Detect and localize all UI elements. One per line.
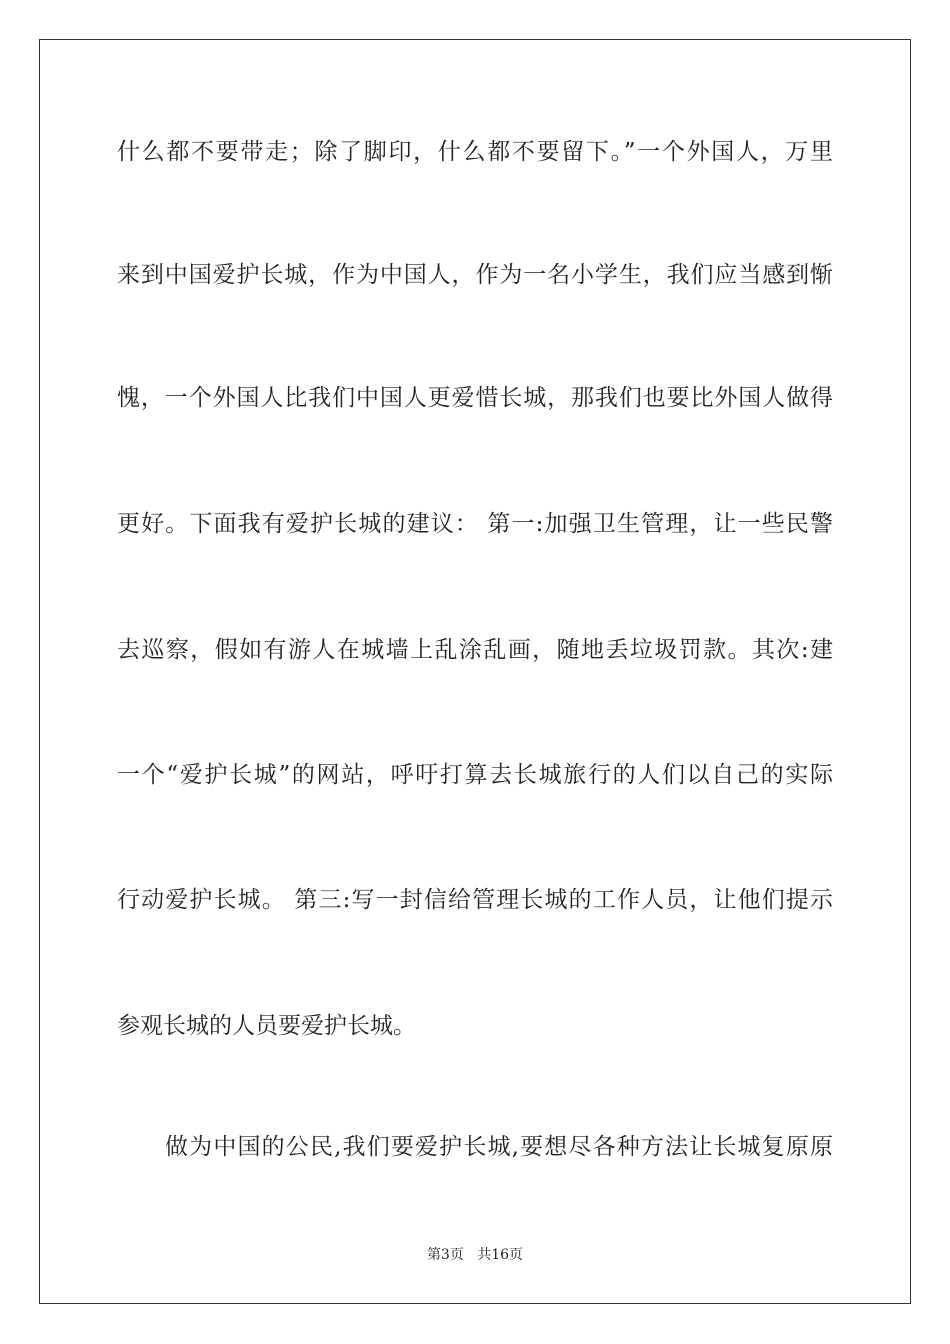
page-border <box>39 39 911 1304</box>
text-line-8: 参观长城的人员要爱护长城。 <box>117 1013 416 1039</box>
page-total: 共16页 <box>477 1247 524 1263</box>
text-line-3: 愧，一个外国人比我们中国人更爱惜长城，那我们也要比外国人做得 <box>117 385 833 411</box>
page-footer <box>0 1245 950 1265</box>
text-line-7: 行动爱护长城。 第三:写一封信给管理长城的工作人员，让他们提示 <box>117 887 833 913</box>
text-line-5: 去巡察，假如有游人在城墙上乱涂乱画，随地丢垃圾罚款。其次:建 <box>117 637 833 663</box>
page-number: 第3页 <box>426 1247 464 1263</box>
text-line-6: 一个“爱护长城”的网站，呼吁打算去长城旅行的人们以自己的实际 <box>117 762 833 788</box>
text-line-9: 做为中国的公民,我们要爱护长城,要想尽各种方法让长城复原原 <box>165 1134 833 1160</box>
text-line-1: 什么都不要带走；除了脚印，什么都不要留下。”一个外国人，万里 <box>117 139 833 165</box>
text-line-2: 来到中国爱护长城，作为中国人，作为一名小学生，我们应当感到惭 <box>117 262 833 288</box>
text-line-4: 更好。下面我有爱护长城的建议： 第一:加强卫生管理，让一些民警 <box>117 511 833 537</box>
